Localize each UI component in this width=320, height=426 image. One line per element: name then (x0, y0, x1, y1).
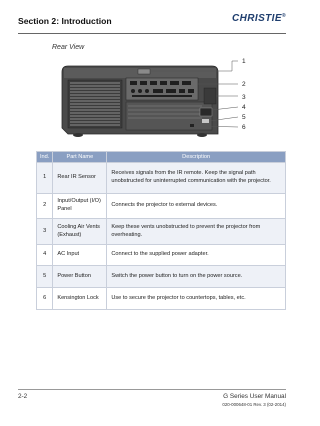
callout-6: 6 (242, 124, 246, 131)
table-header-row (37, 152, 286, 163)
christie-logo (232, 13, 286, 24)
row-description: Connects the projector to external devices. (107, 194, 286, 219)
section-title: Section 2: Introduction (18, 16, 112, 26)
callout-2: 2 (242, 81, 246, 88)
row-part-name: AC Input (53, 245, 107, 266)
row-part-name: Cooling Air Vents (Exhaust) (53, 219, 107, 245)
callout-4: 4 (242, 104, 246, 111)
row-index: 4 (37, 245, 53, 266)
row-index: 1 (37, 163, 53, 194)
row-description: Switch the power button to turn on the power source. (107, 266, 286, 288)
row-index: 3 (37, 219, 53, 245)
page-number: 2-2 (18, 393, 28, 400)
row-part-name: Rear IR Sensor (53, 163, 107, 194)
manual-title: G Series User Manual (223, 393, 286, 400)
table-row (37, 163, 286, 194)
row-part-name: Power Button (53, 266, 107, 288)
row-index: 2 (37, 194, 53, 219)
column-header-description: Description (107, 152, 286, 163)
document-number: 020-000648-01 Rev. 3 (02-2014) (222, 402, 286, 407)
rear-ir-sensor-shape (138, 69, 150, 74)
footer-rule (18, 389, 286, 390)
table-row (37, 266, 286, 288)
row-description: Receives signals from the IR remote. Keep the signal path unobstructed for uninterrupted communication with the projector. (107, 163, 286, 194)
rear-view-parts-table (36, 151, 286, 310)
projector-rear-view-figure (52, 50, 282, 140)
logo-reg-mark: ® (281, 13, 286, 19)
header-rule (18, 33, 286, 34)
row-description: Connect to the supplied power adapter. (107, 245, 286, 266)
figure-caption: Rear View (52, 44, 85, 51)
row-description: Keep these vents unobstructed to prevent the projector from overheating. (107, 219, 286, 245)
table-row (37, 194, 286, 219)
column-header-ind: Ind. (37, 152, 53, 163)
table-row (37, 245, 286, 266)
page-header (18, 10, 286, 32)
row-index: 6 (37, 288, 53, 310)
row-description: Use to secure the projector to countertops, tables, etc. (107, 288, 286, 310)
callout-1: 1 (242, 58, 246, 65)
row-part-name: Input/Output (I/O) Panel (53, 194, 107, 219)
table-row (37, 219, 286, 245)
logo-text: CHRISTIE (232, 13, 282, 24)
table-row (37, 288, 286, 310)
row-part-name: Kensington Lock (53, 288, 107, 310)
projector-rear-illustration (52, 50, 282, 140)
column-header-part-name: Part Name (53, 152, 107, 163)
callout-5: 5 (242, 114, 246, 121)
callout-3: 3 (242, 94, 246, 101)
row-index: 5 (37, 266, 53, 288)
